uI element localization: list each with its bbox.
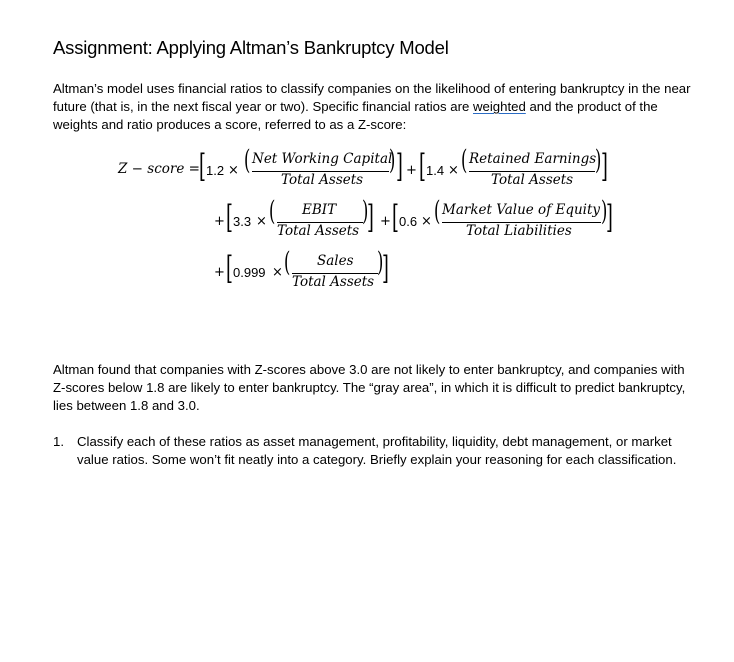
- term-5-numerator: Sales: [317, 253, 354, 269]
- term-5-denominator: Total Assets: [292, 274, 375, 290]
- paren-close: ): [377, 247, 384, 278]
- paren-close: ): [601, 196, 608, 227]
- term-2-denominator: Total Assets: [491, 172, 574, 188]
- bracket-open: [: [419, 147, 426, 185]
- paren-open: (: [284, 247, 291, 278]
- times-sign: ×: [256, 214, 267, 229]
- bracket-open: [: [199, 147, 206, 185]
- plus-sign: +: [214, 214, 225, 229]
- weighted-link[interactable]: weighted: [473, 99, 526, 114]
- term-1-numerator: Net Working Capital: [252, 151, 393, 167]
- times-sign: ×: [272, 265, 283, 280]
- question-text: Classify each of these ratios as asset management, profitability, liquidity, debt management, or market value ratios. Some won’t fit neatly into a category. Briefly explain your reasoning for each classification.: [77, 434, 677, 467]
- term-3-weight: 3.3: [233, 214, 252, 229]
- intro-text-start: Altman’s model uses financial ratios to classify companies on the likelihood of entering bankruptcy in the near future (that is, in the next fiscal year or two). Specific financial ratios are: [53, 81, 691, 114]
- bracket-close: ]: [396, 147, 403, 185]
- paren-close: ): [389, 145, 396, 176]
- paren-close: ): [362, 196, 369, 227]
- plus-sign: +: [380, 214, 391, 229]
- paren-close: ): [595, 145, 602, 176]
- term-2-numerator: Retained Earnings: [469, 151, 597, 167]
- plus-sign: +: [214, 265, 225, 280]
- bracket-open: [: [226, 249, 233, 287]
- times-sign: ×: [421, 214, 432, 229]
- intro-text-end: and the product of the weights and ratio produces a score, referred to as a Z-score:: [53, 99, 658, 132]
- term-4-weight: 0.6: [399, 214, 418, 229]
- paren-open: (: [269, 196, 276, 227]
- paren-open: (: [434, 196, 441, 227]
- term-1-denominator: Total Assets: [281, 172, 364, 188]
- paren-open: (: [244, 145, 251, 176]
- paren-open: (: [461, 145, 468, 176]
- times-sign: ×: [448, 163, 459, 178]
- intro-paragraph: [53, 80, 693, 134]
- term-4-numerator: Market Value of Equity: [442, 202, 601, 218]
- term-2-weight: 1.4: [426, 163, 445, 178]
- term-1-weight: 1.2: [206, 163, 225, 178]
- document-title: Assignment: Applying Altman’s Bankruptcy Model: [53, 37, 449, 58]
- bracket-close: ]: [382, 249, 389, 287]
- plus-sign: +: [406, 163, 417, 178]
- findings-paragraph: Altman found that companies with Z-scores above 3.0 are not likely to enter bankruptcy, and companies with Z-scores below 1.8 are likely to enter bankruptcy. The “gray area”, in which it is difficult to predict bankruptcy, lies between 1.8 and 3.0.: [53, 362, 686, 413]
- term-3-numerator: EBIT: [302, 202, 337, 218]
- bracket-close: ]: [606, 198, 613, 236]
- bracket-open: [: [392, 198, 399, 236]
- term-5-weight: 0.999: [233, 265, 266, 280]
- bracket-open: [: [226, 198, 233, 236]
- times-sign: ×: [228, 163, 239, 178]
- term-4-denominator: Total Liabilities: [466, 223, 572, 239]
- bracket-close: ]: [367, 198, 374, 236]
- question-number: 1.: [53, 434, 64, 449]
- equation-lhs: Z − score =: [118, 161, 200, 177]
- bracket-close: ]: [601, 147, 608, 185]
- term-3-denominator: Total Assets: [277, 223, 360, 239]
